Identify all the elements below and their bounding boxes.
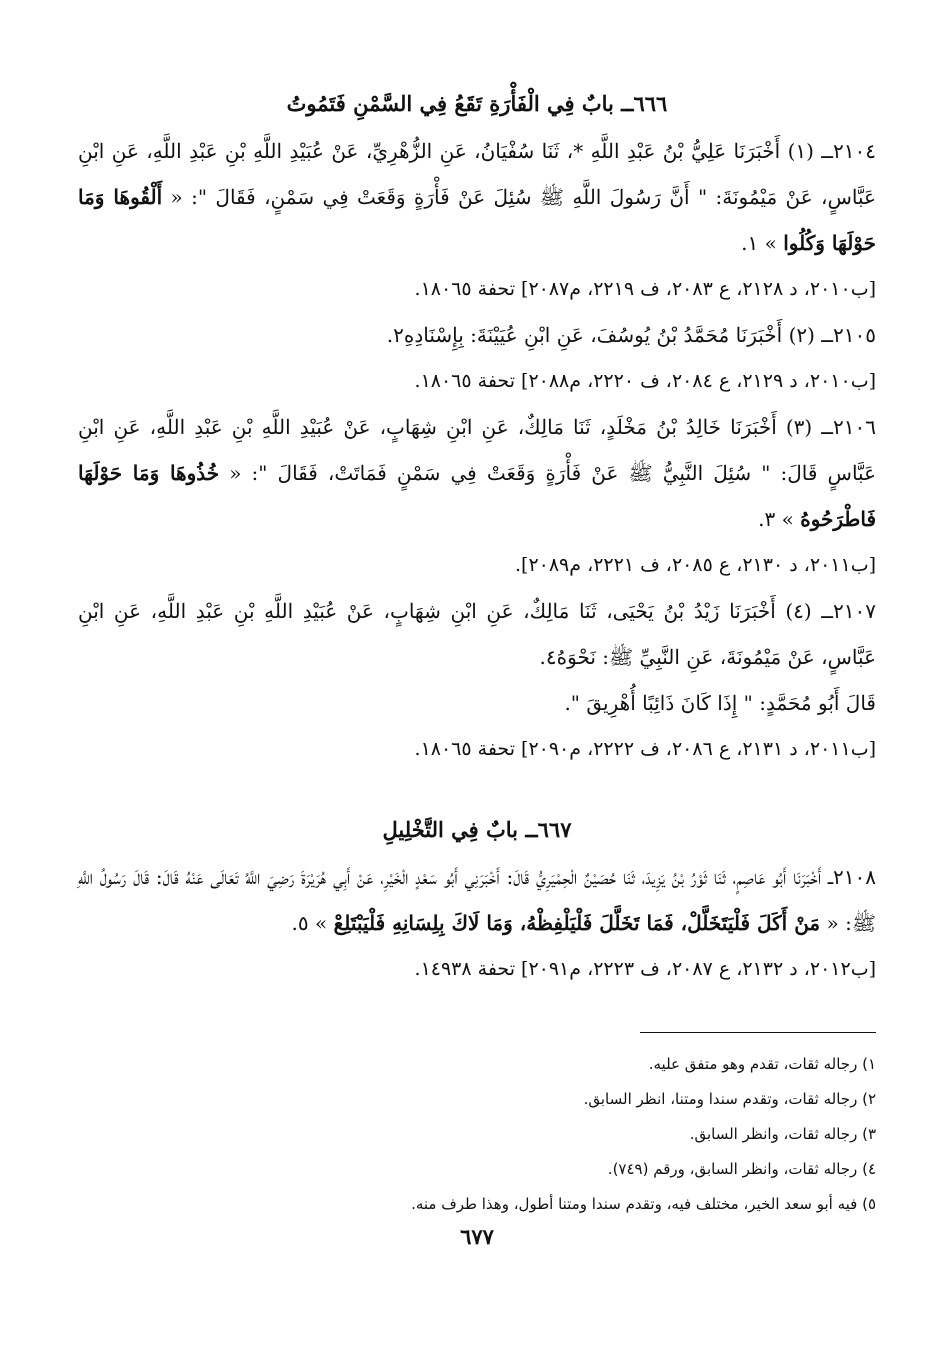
- hadith-2108-matn: مَنْ أَكَلَ فَلْيَتَخَلَّلْ، فَمَا تَخَلَّلَ فَلْيَلْفِظْهُ، وَمَا لَاكَ بِلِسَانِهِ فَلْيَبْتَلِعْ: [333, 911, 821, 935]
- hadith-2106-matn: خُذُوهَا وَمَا حَوْلَهَا فَاطْرَحُوهُ: [78, 461, 876, 531]
- reference-2108: [ب٢٠١٢، د ٢١٣٢، ع ٢٠٨٧، ف ٢٢٢٣، م٢٠٩١] تحفة ١٤٩٣٨.: [414, 958, 876, 980]
- hadith-2107-note: قَالَ أَبُو مُحَمَّدٍ: " إِذَا كَانَ ذَائِبًا أُهْرِيقَ ".: [564, 691, 876, 715]
- hadith-2104-matn: أَلْقُوهَا وَمَا حَوْلَهَا وَكُلُوا: [78, 185, 876, 255]
- page-number: ٦٧٧: [460, 1224, 494, 1249]
- reference-2107: [ب٢٠١١، د ٢١٣١، ع ٢٠٨٦، ف ٢٢٢٢، م٢٠٩٠] تحفة ١٨٠٦٥.: [414, 738, 876, 760]
- footnote-3: ٣) رجاله ثقات، وانظر السابق.: [689, 1125, 876, 1143]
- footnote-4: ٤) رجاله ثقات، وانظر السابق، ورقم (٧٤٩).: [607, 1160, 876, 1178]
- hadith-2108: [78, 854, 876, 946]
- footnote-separator: [640, 1032, 876, 1033]
- hadith-2104-end: » ١.: [741, 231, 777, 255]
- reference-2105: [ب٢٠١٠، د ٢١٢٩، ع ٢٠٨٤، ف ٢٢٢٠، م٢٠٨٨] تحفة ١٨٠٦٥.: [414, 370, 876, 392]
- footnote-2: ٢) رجاله ثقات، وتقدم سندا ومتنا، انظر السابق.: [583, 1090, 876, 1108]
- hadith-2108-text: ٢١٠٨ــ أَخْبَرَنَا أَبُو عَاصِمٍ، ثَنَا ثَوْرُ بْنُ يَزِيدَ، ثَنَا حُصَيْنٌ الْحِمْيَرِيُّ قَالَ: أَخْبَرَنِي أَبُو سَعْدٍ الْخَيْرِ، عَنْ أَبِي هُرَيْرَةَ رَضِيَ اللَّهُ تَعَالَى عَنْهُ قَالَ: قَالَ رَسُولُ اللَّهِ ﷺ: «: [78, 865, 876, 935]
- footnote-1: ١) رجاله ثقات، تقدم وهو متفق عليه.: [648, 1055, 876, 1073]
- hadith-2106: [78, 404, 876, 542]
- hadith-2104-text: ٢١٠٤ــ (١) أَخْبَرَنَا عَلِيُّ بْنُ عَبْدِ اللَّهِ *، ثَنَا سُفْيَانُ، عَنِ الزُّهْرِيِّ، عَنْ عُبَيْدِ اللَّهِ بْنِ عَبْدِ اللَّهِ، عَنِ ابْنِ عَبَّاسٍ، عَنْ مَيْمُونَةَ: " أَنَّ رَسُولَ اللَّهِ ﷺ سُئِلَ عَنْ فَأْرَةٍ وَقَعَتْ فِي سَمْنٍ، فَقَالَ ": «: [78, 139, 876, 209]
- hadith-2107: ٢١٠٧ــ (٤) أَخْبَرَنَا زَيْدُ بْنُ يَحْيَى، ثَنَا مَالِكٌ، عَنِ ابْنِ شِهَابٍ، عَنْ عُبَيْدِ اللَّهِ بْنِ عَبْدِ اللَّهِ، عَنِ ابْنِ عَبَّاسٍ، عَنْ مَيْمُونَةَ، عَنِ النَّبِيِّ ﷺ: نَحْوَهُ٤.: [78, 599, 876, 669]
- hadith-2106-text: ٢١٠٦ــ (٣) أَخْبَرَنَا خَالِدُ بْنُ مَخْلَدٍ، ثَنَا مَالِكٌ، عَنِ ابْنِ شِهَابٍ، عَنْ عُبَيْدِ اللَّهِ بْنِ عَبْدِ اللَّهِ، عَنِ ابْنِ عَبَّاسٍ قَالَ: " سُئِلَ النَّبِيُّ ﷺ عَنْ فَأْرَةٍ وَقَعَتْ فِي سَمْنٍ فَمَاتَتْ، فَقَالَ ": «: [78, 415, 877, 485]
- reference-2106: [ب٢٠١١، د ٢١٣٠، ع ٢٠٨٥، ف ٢٢٢١، م٢٠٨٩].: [514, 554, 876, 576]
- hadith-2104: [78, 128, 876, 266]
- hadith-2108-end: » ٥.: [291, 911, 328, 935]
- reference-2104: [ب٢٠١٠، د ٢١٢٨، ع ٢٠٨٣، ف ٢٢١٩، م٢٠٨٧] تحفة ١٨٠٦٥.: [414, 278, 876, 300]
- chapter-heading-666: ٦٦٦ــ بابٌ فِي الْفَأْرَةِ تَقَعُ فِي السَّمْنِ فَتَمُوتُ: [286, 91, 668, 116]
- hadith-2106-end: » ٣.: [758, 507, 794, 531]
- book-page: [78, 78, 876, 1249]
- footnote-5: ٥) فيه أبو سعد الخير، مختلف فيه، وتقدم سندا ومتنا أطول، وهذا طرف منه.: [411, 1195, 876, 1213]
- chapter-heading-667: ٦٦٧ــ بابٌ فِي التَّخْلِيلِ: [382, 817, 572, 842]
- hadith-2105: ٢١٠٥ــ (٢) أَخْبَرَنَا مُحَمَّدُ بْنُ يُوسُفَ، عَنِ ابْنِ عُيَيْنَةَ: بِإِسْنَادِهِ٢.: [386, 323, 876, 347]
